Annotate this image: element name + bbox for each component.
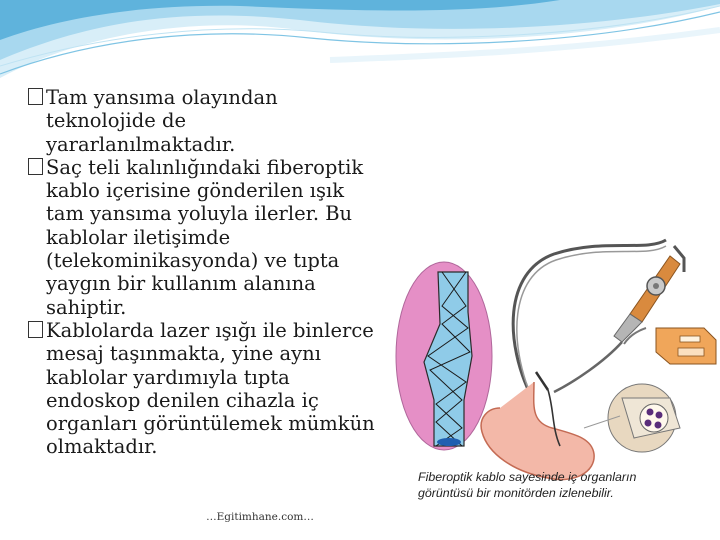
stomach-organ xyxy=(481,372,594,480)
bullet-list xyxy=(28,86,380,459)
figure-caption xyxy=(418,469,708,501)
bullet-glyph-icon xyxy=(28,158,43,175)
bullet-glyph-icon xyxy=(28,321,43,338)
bullet-item-3 xyxy=(28,319,380,459)
bullet-text: Kablolarda lazer ışığı ile binlerce mesaj taşınmakta, yine aynı kablolar yardımıyla tıpta endoskop denilen cihazla iç organları görüntülemek mümkün olmaktadır. xyxy=(46,318,375,459)
footer-watermark: …Egitimhane.com… xyxy=(206,511,314,523)
light-source-box xyxy=(624,328,716,364)
endoscope-illustration xyxy=(384,232,720,508)
bullet-item-2 xyxy=(28,156,380,319)
caption-line-1: Fiberoptik kablo sayesinde iç organların xyxy=(418,470,637,484)
endoscope-handle xyxy=(554,256,680,392)
cable-tip-closeup xyxy=(584,384,680,452)
bullet-text: Tam yansıma olayından teknolojide de yararlanılmaktadır. xyxy=(46,86,278,156)
bullet-glyph-icon xyxy=(28,88,43,105)
caption-line-2: görüntüsü bir monitörden izlenebilir. xyxy=(418,486,614,500)
bullet-item-1 xyxy=(28,86,380,156)
header-wave-decoration xyxy=(0,0,720,90)
fiber-total-reflection-diagram xyxy=(396,262,492,450)
bullet-text: Saç teli kalınlığındaki fiberoptik kablo içerisine gönderilen ışık tam yansıma yoluyla ilerler. Bu kablolar iletişimde (telekominikasyonda) ve tıpta yaygın bir kullanım alanına sahiptir. xyxy=(46,155,364,319)
